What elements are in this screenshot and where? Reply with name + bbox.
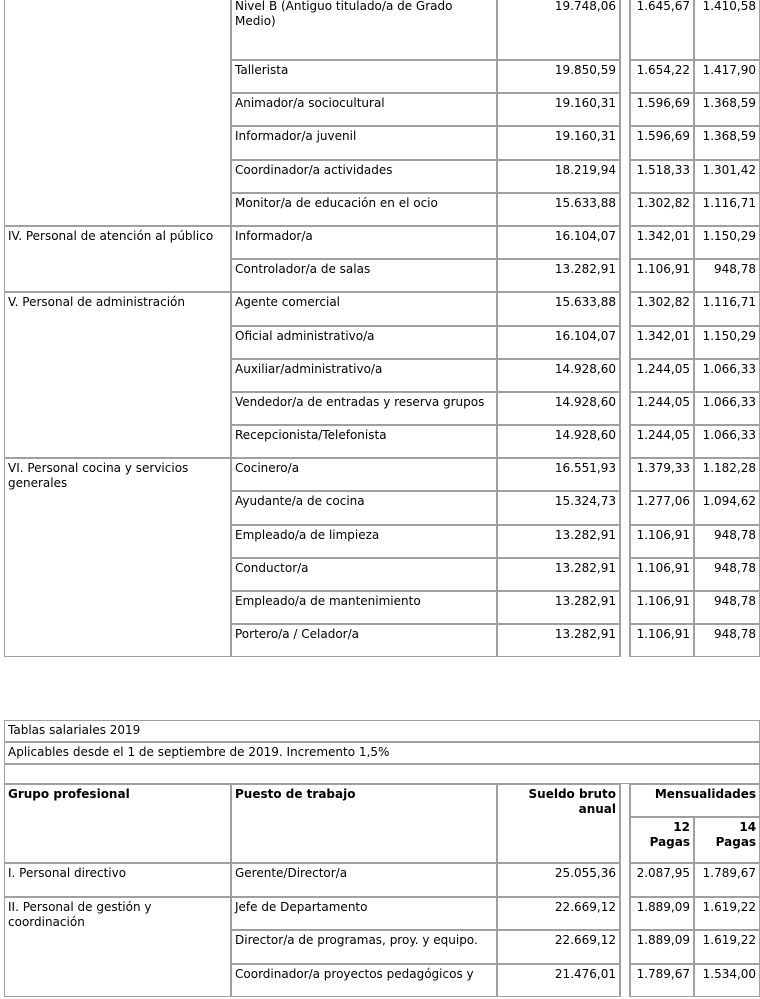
header-annual: Sueldo bruto anual <box>497 784 620 863</box>
monthly-12-cell: 1.302,82 <box>630 193 694 226</box>
monthly-12-cell: 1.342,01 <box>630 226 694 259</box>
group-cell: I. Personal directivo <box>4 863 231 897</box>
position-cell: Coordinador/a proyectos pedagógicos y <box>231 964 497 998</box>
monthly-14-cell: 1.066,33 <box>694 359 760 392</box>
annual-salary-cell: 13.282,91 <box>497 525 620 558</box>
monthly-12-cell: 1.654,22 <box>630 60 694 93</box>
table-row <box>4 863 760 897</box>
position-cell: Monitor/a de educación en el ocio <box>231 193 497 226</box>
header-12-pagas: 12 Pagas <box>630 817 694 863</box>
monthly-14-cell: 1.066,33 <box>694 425 760 458</box>
monthly-14-cell: 1.619,22 <box>694 897 760 931</box>
spacer-cell <box>620 525 630 558</box>
position-cell: Portero/a / Celador/a <box>231 624 497 657</box>
salary-table-continued <box>4 0 760 657</box>
header-monthly: Mensualidades <box>630 784 760 817</box>
monthly-14-cell: 948,78 <box>694 259 760 292</box>
monthly-12-cell: 1.596,69 <box>630 93 694 126</box>
spacer-cell <box>620 558 630 591</box>
annual-salary-cell: 19.850,59 <box>497 60 620 93</box>
annual-salary-cell: 22.669,12 <box>497 897 620 931</box>
monthly-12-cell: 1.596,69 <box>630 126 694 159</box>
monthly-14-cell: 948,78 <box>694 591 760 624</box>
position-cell: Informador/a <box>231 226 497 259</box>
table-row <box>4 0 760 60</box>
annual-salary-cell: 16.104,07 <box>497 226 620 259</box>
spacer-cell <box>620 93 630 126</box>
spacer-cell <box>620 0 630 60</box>
annual-salary-cell: 15.633,88 <box>497 193 620 226</box>
spacer-cell <box>620 491 630 524</box>
monthly-14-cell: 1.150,29 <box>694 226 760 259</box>
salary-table-2019 <box>4 720 760 997</box>
position-cell: Conductor/a <box>231 558 497 591</box>
header-14-pagas: 14 Pagas <box>694 817 760 863</box>
group-cell: VI. Personal cocina y servicios generales <box>4 458 231 657</box>
position-cell: Auxiliar/administrativo/a <box>231 359 497 392</box>
spacer-cell <box>620 591 630 624</box>
position-cell: Nivel B (Antiguo titulado/a de Grado Medio) <box>231 0 497 60</box>
spacer-cell <box>620 126 630 159</box>
annual-salary-cell: 13.282,91 <box>497 591 620 624</box>
spacer-cell <box>620 259 630 292</box>
monthly-14-cell: 948,78 <box>694 624 760 657</box>
table-title: Tablas salariales 2019 <box>4 720 760 742</box>
table-row <box>4 458 760 491</box>
monthly-14-cell: 1.116,71 <box>694 193 760 226</box>
spacer-cell <box>620 226 630 259</box>
monthly-12-cell: 1.106,91 <box>630 525 694 558</box>
annual-salary-cell: 16.104,07 <box>497 326 620 359</box>
monthly-12-cell: 1.244,05 <box>630 359 694 392</box>
monthly-14-cell: 1.417,90 <box>694 60 760 93</box>
monthly-12-cell: 1.106,91 <box>630 259 694 292</box>
table-row <box>4 226 760 259</box>
position-cell: Empleado/a de limpieza <box>231 525 497 558</box>
group-cell: V. Personal de administración <box>4 292 231 458</box>
annual-salary-cell: 15.324,73 <box>497 491 620 524</box>
monthly-14-cell: 1.094,62 <box>694 491 760 524</box>
annual-salary-cell: 14.928,60 <box>497 359 620 392</box>
monthly-12-cell: 1.106,91 <box>630 591 694 624</box>
spacer-cell <box>620 624 630 657</box>
annual-salary-cell: 14.928,60 <box>497 425 620 458</box>
group-cell: IV. Personal de atención al público <box>4 226 231 292</box>
annual-salary-cell: 13.282,91 <box>497 259 620 292</box>
header-position: Puesto de trabajo <box>231 784 497 863</box>
monthly-12-cell: 1.379,33 <box>630 458 694 491</box>
position-cell: Recepcionista/Telefonista <box>231 425 497 458</box>
monthly-12-cell: 1.342,01 <box>630 326 694 359</box>
annual-salary-cell: 13.282,91 <box>497 624 620 657</box>
monthly-12-cell: 1.889,09 <box>630 897 694 931</box>
monthly-14-cell: 1.789,67 <box>694 863 760 897</box>
spacer-cell <box>620 784 630 863</box>
position-cell: Cocinero/a <box>231 458 497 491</box>
monthly-12-cell: 1.518,33 <box>630 160 694 193</box>
annual-salary-cell: 13.282,91 <box>497 558 620 591</box>
annual-salary-cell: 18.219,94 <box>497 160 620 193</box>
position-cell: Tallerista <box>231 60 497 93</box>
spacer-cell <box>620 897 630 931</box>
spacer-cell <box>620 359 630 392</box>
monthly-12-cell: 1.244,05 <box>630 425 694 458</box>
monthly-12-cell: 1.302,82 <box>630 292 694 325</box>
monthly-14-cell: 1.410,58 <box>694 0 760 60</box>
spacer-cell <box>620 392 630 425</box>
spacer-cell <box>620 326 630 359</box>
monthly-14-cell: 1.150,29 <box>694 326 760 359</box>
position-cell: Gerente/Director/a <box>231 863 497 897</box>
table-row <box>4 897 760 931</box>
spacer-cell <box>620 458 630 491</box>
monthly-14-cell: 1.619,22 <box>694 930 760 964</box>
empty-row <box>4 764 760 784</box>
spacer-cell <box>620 60 630 93</box>
position-cell: Director/a de programas, proy. y equipo. <box>231 930 497 964</box>
monthly-14-cell: 948,78 <box>694 525 760 558</box>
monthly-12-cell: 1.106,91 <box>630 558 694 591</box>
position-cell: Informador/a juvenil <box>231 126 497 159</box>
monthly-14-cell: 1.116,71 <box>694 292 760 325</box>
monthly-12-cell: 2.087,95 <box>630 863 694 897</box>
group-cell: II. Personal de gestión y coordinación <box>4 897 231 998</box>
annual-salary-cell: 22.669,12 <box>497 930 620 964</box>
position-cell: Vendedor/a de entradas y reserva grupos <box>231 392 497 425</box>
spacer-cell <box>620 425 630 458</box>
monthly-14-cell: 1.368,59 <box>694 126 760 159</box>
annual-salary-cell: 19.160,31 <box>497 93 620 126</box>
annual-salary-cell: 14.928,60 <box>497 392 620 425</box>
position-cell: Coordinador/a actividades <box>231 160 497 193</box>
position-cell: Oficial administrativo/a <box>231 326 497 359</box>
monthly-12-cell: 1.645,67 <box>630 0 694 60</box>
annual-salary-cell: 15.633,88 <box>497 292 620 325</box>
monthly-12-cell: 1.106,91 <box>630 624 694 657</box>
position-cell: Agente comercial <box>231 292 497 325</box>
monthly-14-cell: 948,78 <box>694 558 760 591</box>
table-row <box>4 292 760 325</box>
position-cell: Empleado/a de mantenimiento <box>231 591 497 624</box>
position-cell: Controlador/a de salas <box>231 259 497 292</box>
annual-salary-cell: 21.476,01 <box>497 964 620 998</box>
header-group: Grupo profesional <box>4 784 231 863</box>
spacer-cell <box>620 193 630 226</box>
annual-salary-cell: 16.551,93 <box>497 458 620 491</box>
monthly-14-cell: 1.301,42 <box>694 160 760 193</box>
spacer-cell <box>620 160 630 193</box>
group-cell <box>4 0 231 226</box>
monthly-12-cell: 1.889,09 <box>630 930 694 964</box>
monthly-14-cell: 1.368,59 <box>694 93 760 126</box>
monthly-12-cell: 1.244,05 <box>630 392 694 425</box>
monthly-14-cell: 1.066,33 <box>694 392 760 425</box>
spacer-cell <box>620 930 630 964</box>
position-cell: Ayudante/a de cocina <box>231 491 497 524</box>
position-cell: Animador/a sociocultural <box>231 93 497 126</box>
spacer-cell <box>620 292 630 325</box>
table-subtitle: Aplicables desde el 1 de septiembre de 2019. Incremento 1,5% <box>4 742 760 764</box>
monthly-12-cell: 1.277,06 <box>630 491 694 524</box>
monthly-14-cell: 1.534,00 <box>694 964 760 998</box>
annual-salary-cell: 19.160,31 <box>497 126 620 159</box>
monthly-12-cell: 1.789,67 <box>630 964 694 998</box>
annual-salary-cell: 19.748,06 <box>497 0 620 60</box>
spacer-cell <box>620 964 630 998</box>
spacer-cell <box>620 863 630 897</box>
annual-salary-cell: 25.055,36 <box>497 863 620 897</box>
position-cell: Jefe de Departamento <box>231 897 497 931</box>
monthly-14-cell: 1.182,28 <box>694 458 760 491</box>
